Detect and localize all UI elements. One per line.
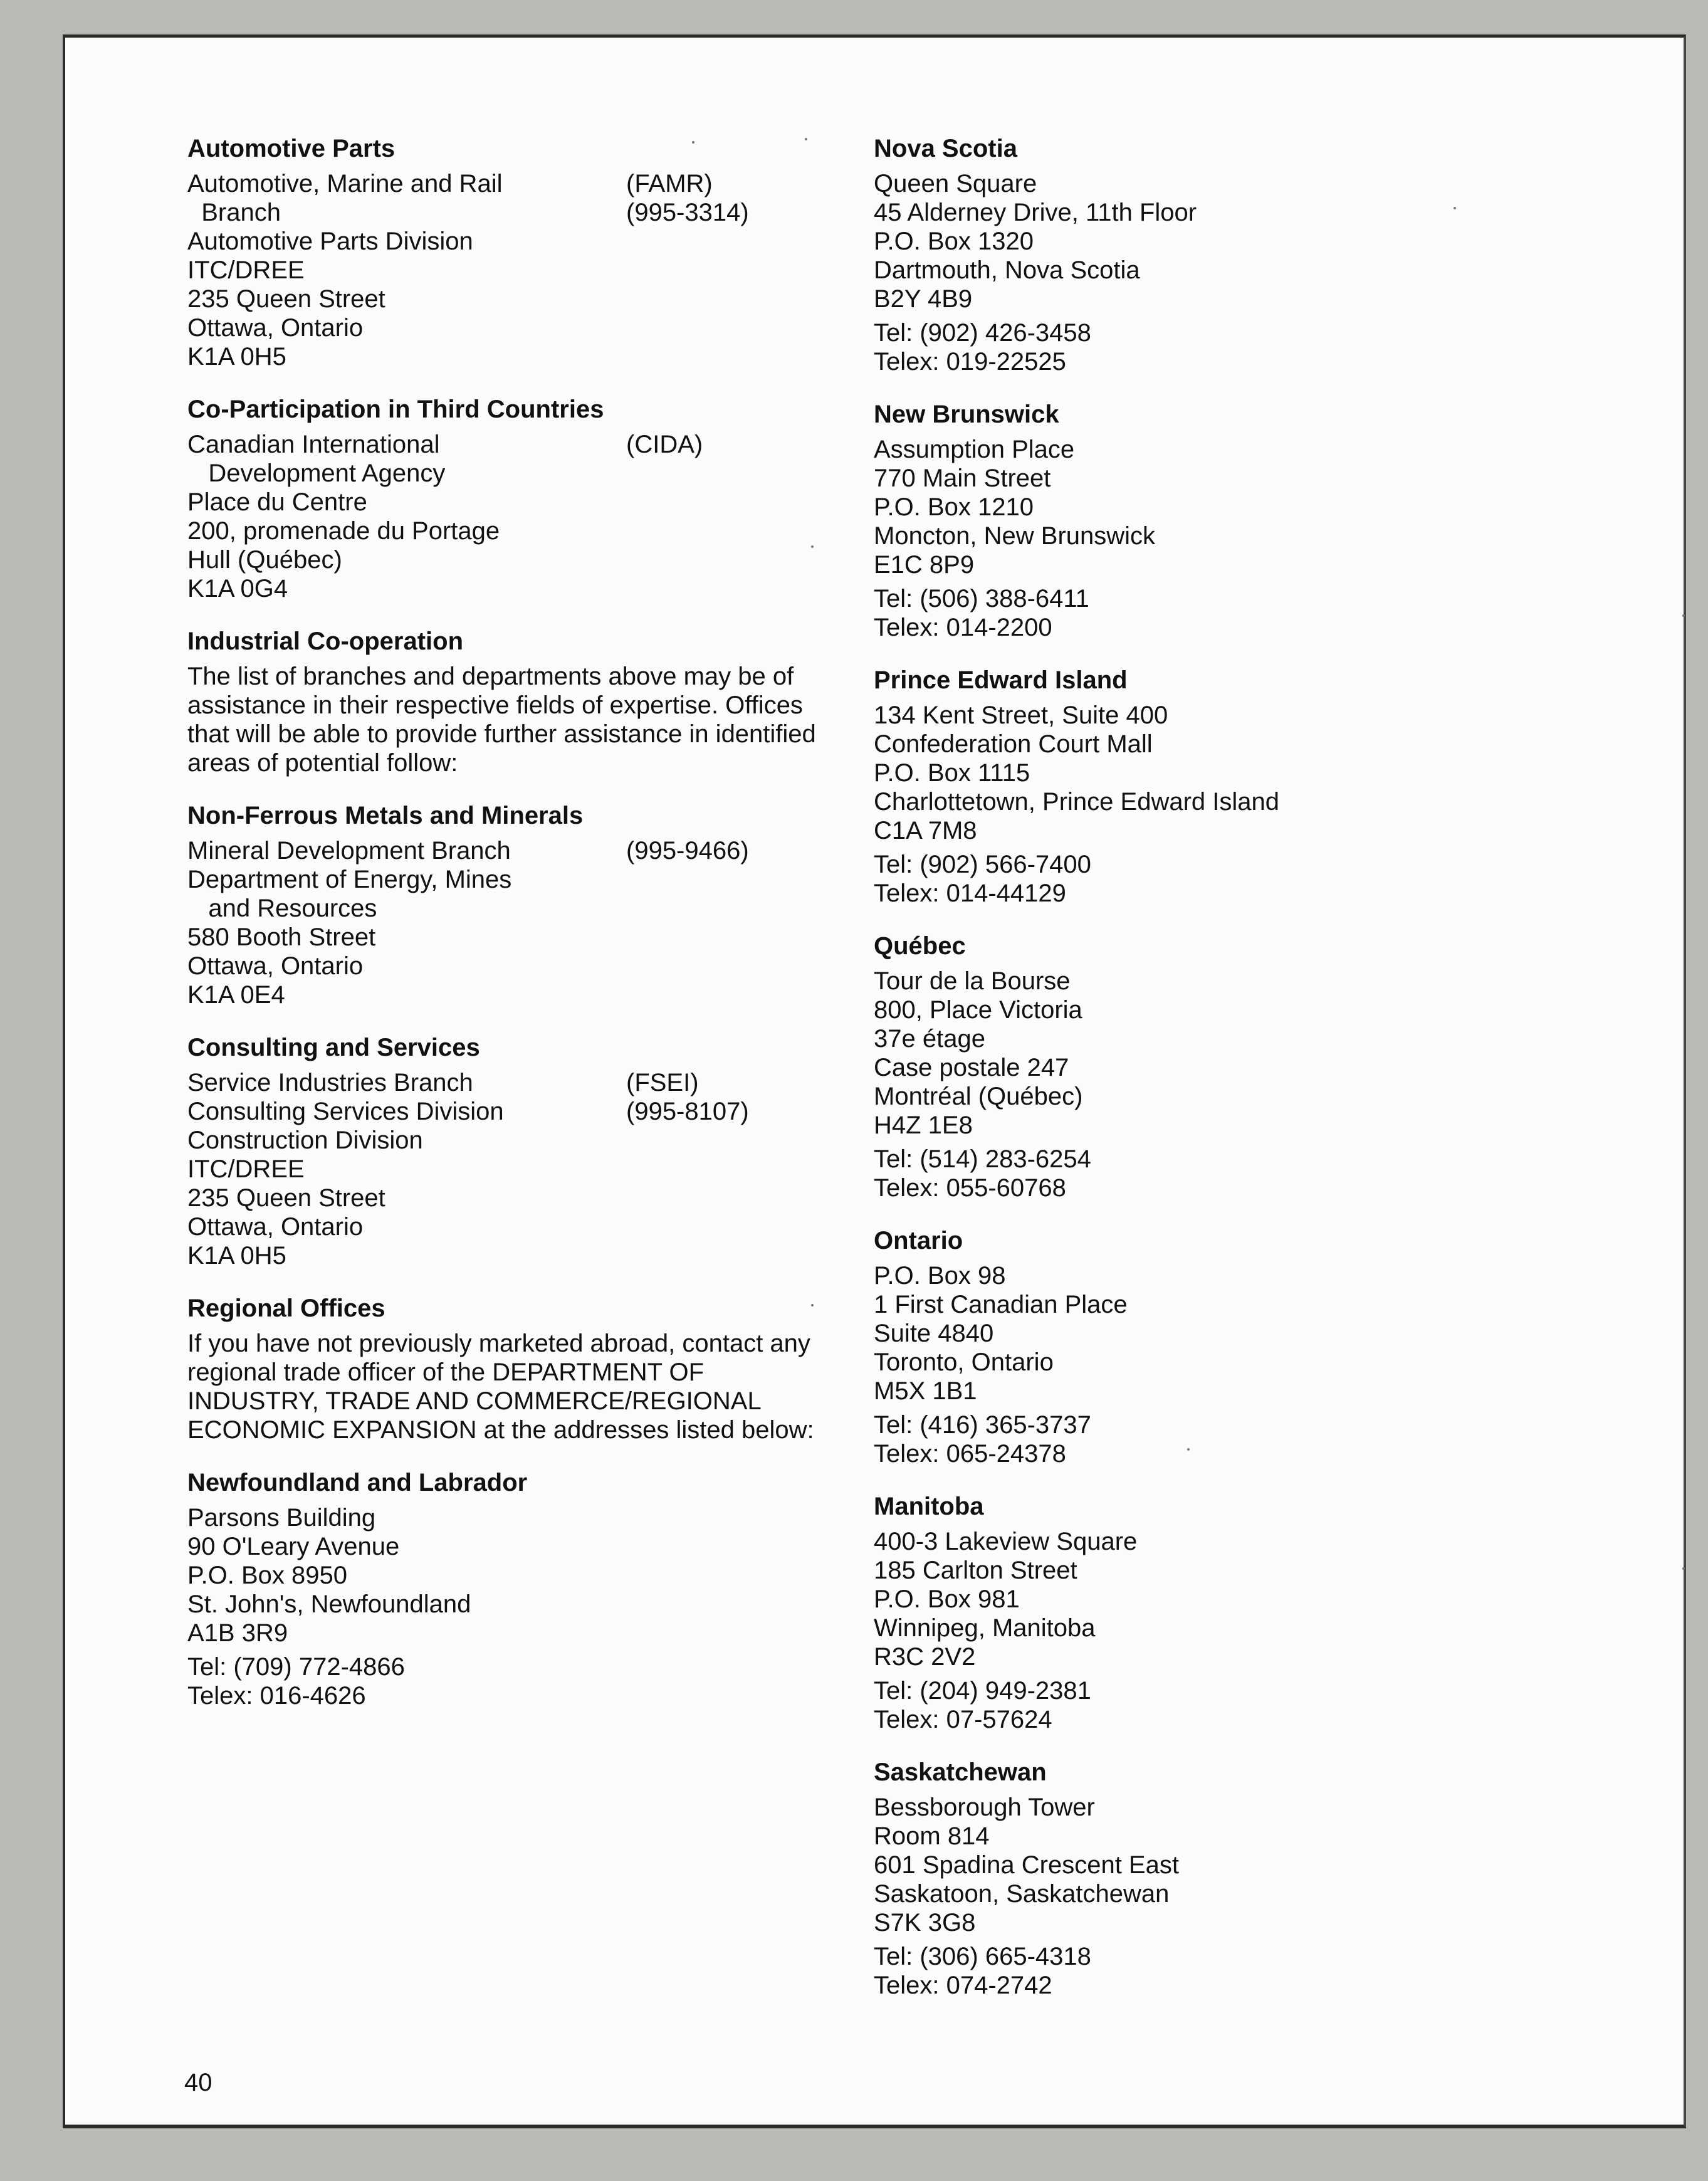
office-heading: Nova Scotia <box>874 135 1017 162</box>
office-heading: Manitoba <box>874 1493 984 1520</box>
address-line: Ottawa, Ontario <box>187 1213 364 1241</box>
entry-name: Development Agency <box>187 460 446 487</box>
telephone: Tel: (416) 365-3737 <box>874 1411 1091 1439</box>
address-line: P.O. Box 8950 <box>187 1562 347 1589</box>
page-number: 40 <box>184 2069 212 2096</box>
address-line: Bessborough Tower <box>874 1794 1095 1821</box>
office-quebec <box>874 929 1563 1202</box>
entry-row <box>187 836 908 865</box>
telex: Telex: 014-2200 <box>874 614 1052 641</box>
address-line: Ottawa, Ontario <box>187 952 364 980</box>
postal-code: S7K 3G8 <box>874 1909 976 1937</box>
office-nova-scotia <box>874 132 1563 376</box>
office-heading: Ontario <box>874 1227 963 1254</box>
address-line: 134 Kent Street, Suite 400 <box>874 702 1168 729</box>
address-line: ITC/DREE <box>187 1155 305 1183</box>
address-line: 185 Carlton Street <box>874 1557 1077 1584</box>
section-paragraph: The list of branches and departments above may be of assistance in their respective fields of expertise. Offices that will be able to provide further assistance in identified areas of potential follow: <box>187 663 816 777</box>
entry-name: Branch <box>187 199 281 226</box>
office-prince-edward-island <box>874 663 1563 908</box>
address-line: Place du Centre <box>187 488 367 516</box>
telephone: Tel: (514) 283-6254 <box>874 1145 1091 1173</box>
telex: Telex: 014-44129 <box>874 880 1066 907</box>
scan-speck <box>811 1304 814 1306</box>
address-line: P.O. Box 1115 <box>874 759 1030 787</box>
entry-row <box>187 430 908 459</box>
address-line: Saskatoon, Saskatchewan <box>874 1880 1170 1908</box>
section-heading: Consulting and Services <box>187 1034 480 1061</box>
entry-code: (CIDA) <box>626 431 703 458</box>
entry-name: Mineral Development Branch <box>187 837 511 865</box>
address-line: P.O. Box 1210 <box>874 493 1034 521</box>
address-line: Parsons Building <box>187 1504 376 1532</box>
office-heading: Saskatchewan <box>874 1758 1047 1786</box>
office-heading: Québec <box>874 932 966 960</box>
address-line: 400-3 Lakeview Square <box>874 1528 1138 1555</box>
telephone: Tel: (902) 566-7400 <box>874 851 1091 878</box>
address-line: P.O. Box 98 <box>874 1262 1006 1290</box>
entry-name: Canadian International <box>187 431 440 458</box>
section-heading: Regional Offices <box>187 1295 385 1322</box>
section-industrial-cooperation <box>187 624 908 777</box>
address-line: St. John's, Newfoundland <box>187 1590 471 1618</box>
address-line: Charlottetown, Prince Edward Island <box>874 788 1279 816</box>
address-line: Montréal (Québec) <box>874 1083 1083 1110</box>
entry-name: Automotive, Marine and Rail <box>187 170 503 197</box>
section-heading: Non-Ferrous Metals and Minerals <box>187 802 584 829</box>
address-line: Tour de la Bourse <box>874 967 1071 995</box>
postal-code: K1A 0H5 <box>187 343 286 371</box>
office-heading: New Brunswick <box>874 401 1059 428</box>
scan-speck <box>805 138 807 140</box>
address-line: 770 Main Street <box>874 465 1051 492</box>
address-line: 235 Queen Street <box>187 1184 385 1212</box>
telex: Telex: 016-4626 <box>187 1682 366 1710</box>
telephone: Tel: (902) 426-3458 <box>874 319 1091 347</box>
postal-code: M5X 1B1 <box>874 1377 977 1405</box>
address-line: Moncton, New Brunswick <box>874 522 1156 550</box>
postal-code: K1A 0G4 <box>187 575 288 602</box>
scan-speck <box>1682 614 1685 617</box>
entry-phone: (995-8107) <box>626 1098 749 1125</box>
telephone: Tel: (709) 772-4866 <box>187 1653 405 1681</box>
postal-code: B2Y 4B9 <box>874 285 973 313</box>
postal-code: K1A 0E4 <box>187 981 285 1009</box>
section-heading: Co-Participation in Third Countries <box>187 396 604 423</box>
entry-code: (FSEI) <box>626 1069 699 1096</box>
address-line: 200, promenade du Portage <box>187 517 500 545</box>
address-line: Dartmouth, Nova Scotia <box>874 256 1140 284</box>
address-line: Department of Energy, Mines <box>187 866 512 893</box>
address-line: Confederation Court Mall <box>874 730 1153 758</box>
telephone: Tel: (306) 665-4318 <box>874 1943 1091 1970</box>
office-ontario <box>874 1224 1563 1468</box>
office-heading: Prince Edward Island <box>874 666 1128 694</box>
postal-code: C1A 7M8 <box>874 817 977 844</box>
address-line: 1 First Canadian Place <box>874 1291 1128 1318</box>
address-line: and Resources <box>187 895 377 922</box>
section-newfoundland <box>187 1466 908 1710</box>
telex: Telex: 074-2742 <box>874 1972 1052 1999</box>
section-regional-offices <box>187 1291 908 1444</box>
telex: Telex: 065-24378 <box>874 1440 1066 1468</box>
address-line: ITC/DREE <box>187 256 305 284</box>
entry-phone: (995-9466) <box>626 837 749 865</box>
entry-name: Service Industries Branch <box>187 1069 473 1096</box>
postal-code: A1B 3R9 <box>187 1619 288 1647</box>
address-line: 580 Booth Street <box>187 923 376 951</box>
postal-code: E1C 8P9 <box>874 551 975 579</box>
address-line: Room 814 <box>874 1822 990 1850</box>
scan-speck <box>1454 207 1456 209</box>
address-line: Hull (Québec) <box>187 546 342 574</box>
address-line: Automotive Parts Division <box>187 228 473 255</box>
entry-phone: (995-3314) <box>626 199 749 226</box>
address-line: Winnipeg, Manitoba <box>874 1614 1096 1642</box>
section-automotive-parts <box>187 132 908 371</box>
address-line: 800, Place Victoria <box>874 996 1082 1024</box>
telephone: Tel: (506) 388-6411 <box>874 585 1089 612</box>
section-paragraph: If you have not previously marketed abroad, contact any regional trade officer of the DEPARTMENT OF INDUSTRY, TRADE AND COMMERCE/REGIONAL ECONOMIC EXPANSION at the addresses listed below: <box>187 1330 814 1444</box>
office-saskatchewan <box>874 1755 1563 2000</box>
section-heading: Industrial Co-operation <box>187 628 463 655</box>
section-non-ferrous <box>187 799 908 1009</box>
right-column <box>874 132 1563 2021</box>
office-new-brunswick <box>874 397 1563 642</box>
address-line: P.O. Box 1320 <box>874 228 1034 255</box>
postal-code: K1A 0H5 <box>187 1242 286 1269</box>
entry-code: (FAMR) <box>626 170 713 197</box>
document-page <box>63 34 1686 2128</box>
address-line: 45 Alderney Drive, 11th Floor <box>874 199 1197 226</box>
scan-speck <box>1682 1567 1685 1570</box>
entry-row <box>187 459 908 488</box>
address-line: Toronto, Ontario <box>874 1348 1054 1376</box>
left-column <box>187 132 908 1732</box>
entry-row <box>187 1097 908 1126</box>
postal-code: H4Z 1E8 <box>874 1112 973 1139</box>
address-line: P.O. Box 981 <box>874 1585 1020 1613</box>
section-heading: Automotive Parts <box>187 135 396 162</box>
scan-speck <box>1187 1448 1190 1451</box>
telephone: Tel: (204) 949-2381 <box>874 1677 1091 1705</box>
address-line: 37e étage <box>874 1025 985 1053</box>
address-line: Suite 4840 <box>874 1320 994 1347</box>
postal-code: R3C 2V2 <box>874 1643 976 1671</box>
section-consulting <box>187 1031 908 1270</box>
entry-row <box>187 198 908 227</box>
address-line: Construction Division <box>187 1127 423 1154</box>
address-line: 235 Queen Street <box>187 285 385 313</box>
address-line: Queen Square <box>874 170 1037 197</box>
address-line: Case postale 247 <box>874 1054 1069 1081</box>
section-co-participation <box>187 392 908 603</box>
entry-row <box>187 169 908 198</box>
address-line: 90 O'Leary Avenue <box>187 1533 400 1560</box>
section-heading: Newfoundland and Labrador <box>187 1469 528 1496</box>
address-line: Ottawa, Ontario <box>187 314 364 342</box>
address-line: 601 Spadina Crescent East <box>874 1851 1179 1879</box>
scan-speck <box>692 141 694 144</box>
telex: Telex: 019-22525 <box>874 348 1066 376</box>
telex: Telex: 07-57624 <box>874 1706 1052 1733</box>
address-line: Assumption Place <box>874 436 1075 463</box>
scan-speck <box>811 545 814 548</box>
entry-name: Consulting Services Division <box>187 1098 504 1125</box>
entry-row <box>187 1068 908 1097</box>
telex: Telex: 055-60768 <box>874 1174 1066 1202</box>
office-manitoba <box>874 1490 1563 1734</box>
